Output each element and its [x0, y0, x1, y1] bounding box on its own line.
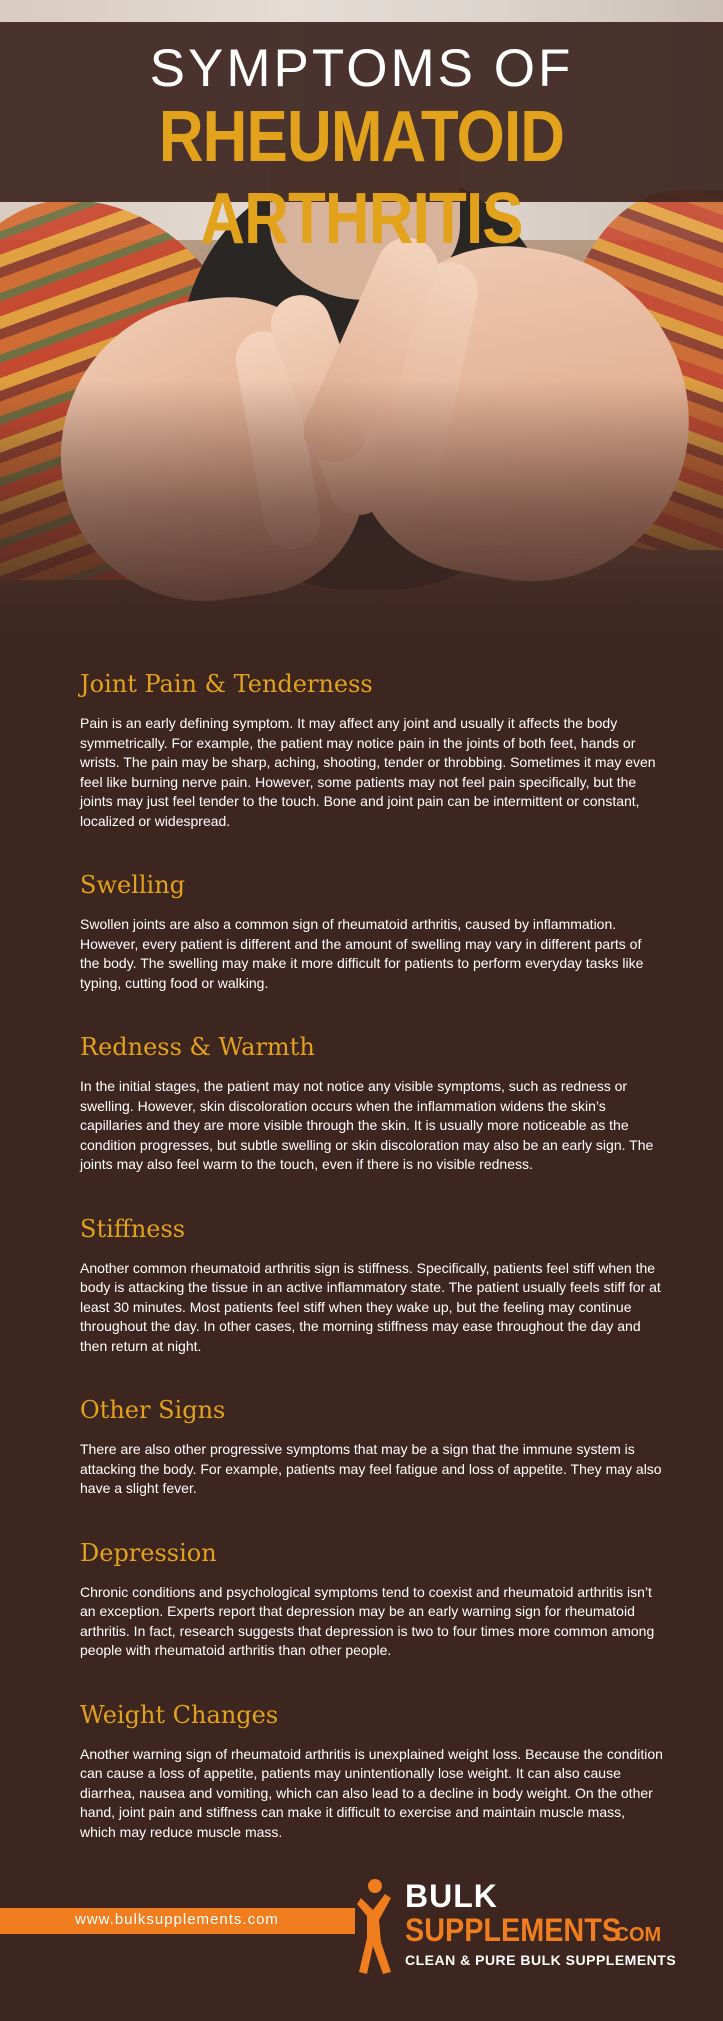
- section-heading: Swelling: [80, 871, 186, 899]
- page-title-line2: RHEUMATOID ARTHRITIS: [158, 97, 565, 259]
- section-heading: Stiffness: [80, 1214, 186, 1243]
- section-heading: Other Signs: [80, 1396, 226, 1424]
- bulksupplements-logo[interactable]: [355, 1876, 685, 1986]
- section-heading: Depression: [80, 1538, 217, 1567]
- website-link[interactable]: www.bulksupplements.com: [75, 1911, 279, 1928]
- logo-supplements-text: SUPPLEMENTS: [405, 1912, 622, 1948]
- section-other-signs: [80, 1394, 663, 1499]
- section-text: Chronic conditions and psychological symptoms tend to coexist and rheumatoid arthritis isn’t an exception. Experts report that depression may be an early warning sign for rheumatoid arthritis. In fact, research suggests that depression is two to four times more common among people with rheumatoid arthritis than other people.: [80, 1583, 655, 1658]
- section-weight-changes: [80, 1699, 663, 1843]
- hero-photo: [0, 0, 723, 660]
- page-title-line1: SYMPTOMS OF: [149, 39, 574, 98]
- hero-fade-overlay: [0, 380, 723, 660]
- logo-bulk-text: BULK: [405, 1878, 498, 1914]
- logo-tagline: CLEAN & PURE BULK SUPPLEMENTS: [405, 1952, 677, 1968]
- section-heading: Weight Changes: [80, 1700, 279, 1729]
- athlete-figure-icon: [355, 1876, 395, 1976]
- section-stiffness: [80, 1213, 663, 1357]
- section-text: In the initial stages, the patient may not notice any visible symptoms, such as redness or swelling. However, skin discoloration occurs when the inflammation widens the skin’s capillaries and they are more visible through the skin. It is usually more noticeable as the condition progresses, but subtle swelling or skin discoloration may also be an early sign. The joints may also feel warm to the touch, even if there is no visible redness.: [80, 1078, 654, 1172]
- section-text: Pain is an early defining symptom. It may affect any joint and usually it affects the body symmetrically. For example, the patient may notice pain in the joints of both feet, hands or wrists. The pain may be sharp, aching, shooting, tender or throbbing. Sometimes it may even feel like burning nerve pain. However, some patients may not feel pain specifically, but the joints may just feel tender to the touch. Bone and joint pain can be intermittent or constant, localized or widespread.: [80, 715, 656, 829]
- section-redness: [80, 1031, 663, 1175]
- section-text: There are also other progressive symptoms that may be a sign that the immune system is attacking the body. For example, patients may feel fatigue and loss of appetite. They may also have a slight fever.: [80, 1441, 662, 1496]
- section-depression: [80, 1537, 663, 1661]
- logo-com-text: .COM: [609, 1924, 662, 1946]
- section-text: Swollen joints are also a common sign of rheumatoid arthritis, caused by inflammation. However, every patient is different and the amount of swelling may vary in different parts of the body. The swelling may make it more difficult for patients to perform everyday tasks like typing, cutting food or walking.: [80, 916, 644, 991]
- section-text: Another common rheumatoid arthritis sign is stiffness. Specifically, patients feel stiff when the body is attacking the tissue in an active inflammatory state. The patient usually feels stiff for at least 30 minutes. Most patients feel stiff when they wake up, but the feeling may continue throughout the day. In other cases, the morning stiffness may ease throughout the day and then return at night.: [80, 1259, 661, 1354]
- section-heading: Redness & Warmth: [80, 1033, 315, 1061]
- symptoms-list: [80, 668, 663, 1880]
- section-joint-pain: [80, 668, 663, 831]
- section-heading: Joint Pain & Tenderness: [80, 670, 373, 698]
- section-swelling: [80, 869, 663, 993]
- section-text: Another warning sign of rheumatoid arthritis is unexplained weight loss. Because the condition can cause a loss of appetite, patients may unintentionally lose weight. It can also cause diarrhea, nausea and vomiting, which can also lead to a decline in body weight. On the other hand, joint pain and stiffness can make it difficult to exercise and maintain muscle mass, which may reduce muscle mass.: [80, 1745, 663, 1840]
